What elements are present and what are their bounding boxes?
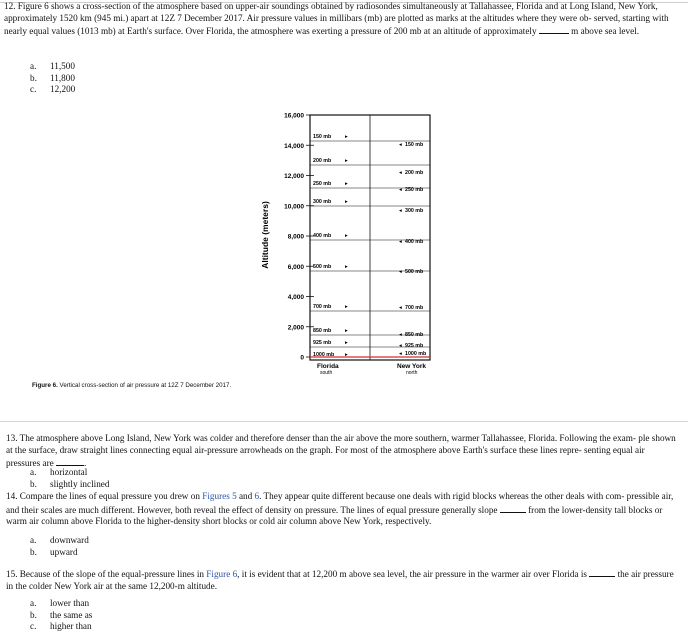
- y-tick-label: 2,000: [287, 324, 304, 332]
- y-tick-label: 6,000: [287, 263, 304, 271]
- new-york-arrowhead: ◂: [399, 305, 402, 311]
- new-york-pressure-label: 300 mb: [405, 208, 424, 214]
- answer-blank[interactable]: [589, 567, 615, 577]
- florida-pressure-label: 300 mb: [313, 199, 332, 205]
- option-a[interactable]: a. lower than: [30, 598, 90, 608]
- new-york-arrowhead: ◂: [399, 269, 402, 275]
- florida-pressure-label: 700 mb: [313, 304, 332, 310]
- new-york-pressure-label: 500 mb: [405, 269, 424, 275]
- y-axis-label: Altitude (meters): [260, 201, 270, 269]
- florida-pressure-label: 925 mb: [313, 340, 332, 346]
- new-york-arrowhead: ◂: [399, 208, 402, 214]
- new-york-pressure-label: 850 mb: [405, 332, 424, 338]
- answer-blank[interactable]: [500, 503, 526, 513]
- new-york-pressure-label: 1000 mb: [405, 351, 427, 357]
- option-b[interactable]: b. 11,800: [30, 72, 75, 83]
- q14-options: [30, 535, 89, 558]
- question-text-end: m above sea level.: [571, 26, 640, 36]
- question-text-end: from the lower-density tall blocks or warm air column above Florida to the higher-density short blocks or cold air column above New York, respectively.: [6, 504, 663, 526]
- new-york-pressure-label: 925 mb: [405, 343, 424, 349]
- left-station-sub: south: [320, 370, 333, 376]
- question-text-end: the air pressure in the colder New York air at the same 12,200-m altitude.: [6, 569, 674, 591]
- new-york-arrowhead: ◂: [399, 332, 402, 338]
- question-text: Because of the slope of the equal-pressure lines in: [19, 569, 204, 579]
- new-york-pressure-label: 700 mb: [405, 305, 424, 311]
- figure-6-link[interactable]: 6: [254, 491, 260, 501]
- florida-pressure-label: 200 mb: [313, 158, 332, 164]
- new-york-arrowhead: ◂: [399, 239, 402, 245]
- section-divider: [0, 421, 688, 422]
- new-york-arrowhead: ◂: [399, 142, 402, 148]
- florida-pressure-label: 500 mb: [313, 264, 332, 270]
- question-15: [6, 567, 678, 592]
- florida-pressure-label: 850 mb: [313, 328, 332, 334]
- florida-arrowhead: ▸: [345, 352, 348, 358]
- florida-arrowhead: ▸: [345, 328, 348, 334]
- question-text: Figure 6 shows a cross-section of the atmosphere based on upper-air soundings obtained by radiosondes simultaneously at Tallahassee, Florida and at Long Island, New York, approximately 1520 km (945 mi.) apart at 12Z 7 December 2017. Air pressure values in millibars (mb) are plotted as marks at the altitudes where they were ob- served, starting with nearly equal values (1013 mb) at Earth's surface. Over Florida, the atmosphere was exerting a pressure of 200 mb at an altitude of approximately: [4, 1, 669, 36]
- question-text-mid: . They appear quite different because one deals with rigid blocks whereas the other deals with com- pressible air, and their scales are much different. However, both reveal the effect of density on pressure. The lines of equal pressure generally slope: [6, 491, 674, 515]
- new-york-pressure-label: 400 mb: [405, 239, 424, 245]
- q15-options: [30, 598, 92, 633]
- new-york-arrowhead: ◂: [399, 187, 402, 193]
- y-tick-label: 0: [300, 354, 304, 362]
- figure-6-link[interactable]: Figure 6: [206, 569, 238, 579]
- y-tick-label: 12,000: [284, 173, 304, 180]
- option-a[interactable]: a. downward: [30, 535, 89, 545]
- florida-arrowhead: ▸: [345, 181, 348, 187]
- florida-arrowhead: ▸: [345, 158, 348, 164]
- question-13: 13. The atmosphere above Long Island, New York was colder and therefore denser than the air above the more southern, warmer Tallahassee, Florida. Following the exam- ple shown at the surface, draw straight lines connecting equal air-pressure arrowheads on the graph. For most of the atmosphere above Earth's surface these lines repre- senting equal air pressures are .: [6, 433, 676, 468]
- y-tick-label: 4,000: [287, 294, 304, 301]
- right-station-sub: north: [406, 370, 418, 376]
- florida-pressure-label: 1000 mb: [313, 352, 335, 358]
- y-tick-label: 14,000: [284, 142, 304, 150]
- florida-arrowhead: ▸: [345, 264, 348, 270]
- caption-label: Figure 6.: [32, 382, 58, 389]
- option-b[interactable]: b. slightly inclined: [30, 478, 110, 489]
- florida-pressure-label: 250 mb: [313, 181, 332, 187]
- question-number: 13.: [6, 433, 18, 443]
- y-tick-label: 10,000: [284, 203, 304, 211]
- option-c[interactable]: c. 12,200: [30, 84, 76, 94]
- question-text: The atmosphere above Long Island, New York was colder and therefore denser than the air above the more southern, warmer Tallahassee, Florida. Following the exam- ple shown at the surface, draw straight lines connecting equal air-pressure arrowheads on the graph. For most of the atmosphere above Earth's surface these lines repre- senting equal air pressures are: [6, 433, 676, 468]
- new-york-arrowhead: ◂: [399, 351, 402, 357]
- option-a[interactable]: a. horizontal: [30, 467, 88, 477]
- new-york-arrowhead: ◂: [399, 170, 402, 176]
- new-york-pressure-label: 150 mb: [405, 142, 424, 148]
- q13-options: [30, 467, 109, 490]
- option-b[interactable]: b. upward: [30, 546, 78, 557]
- caption-text: Vertical cross-section of air pressure at 12Z 7 December 2017.: [59, 382, 232, 389]
- question-14: [6, 491, 678, 528]
- y-tick-label: 8,000: [287, 233, 304, 241]
- question-text: Compare the lines of equal pressure you drew on: [19, 491, 200, 501]
- option-a[interactable]: a. 11,500: [30, 61, 75, 71]
- option-b[interactable]: b. the same as: [30, 609, 93, 620]
- question-number: 12.: [4, 1, 16, 11]
- question-text-mid: , it is evident that at 12,200 m above sea level, the air pressure in the warmer air over Florida is: [237, 569, 587, 579]
- florida-arrowhead: ▸: [345, 304, 348, 310]
- figures-5-link[interactable]: Figures 5: [202, 491, 237, 501]
- florida-pressure-label: 150 mb: [313, 134, 332, 140]
- left-station-name: Florida: [317, 363, 339, 370]
- right-station-name: New York: [397, 363, 427, 370]
- new-york-arrowhead: ◂: [399, 343, 402, 349]
- option-c[interactable]: c. higher than: [30, 621, 92, 631]
- question-number: 15.: [6, 569, 18, 579]
- florida-arrowhead: ▸: [345, 340, 348, 346]
- y-tick-label: 16,000: [284, 112, 304, 120]
- new-york-pressure-label: 200 mb: [405, 170, 424, 176]
- answer-blank[interactable]: [56, 456, 84, 466]
- figure-caption: [32, 382, 231, 389]
- florida-arrowhead: ▸: [345, 199, 348, 205]
- florida-arrowhead: ▸: [345, 233, 348, 239]
- florida-arrowhead: ▸: [345, 134, 348, 140]
- question-number: 14.: [6, 491, 18, 501]
- and-text: and: [238, 491, 253, 501]
- florida-pressure-label: 400 mb: [313, 233, 332, 239]
- new-york-pressure-label: 250 mb: [405, 187, 424, 193]
